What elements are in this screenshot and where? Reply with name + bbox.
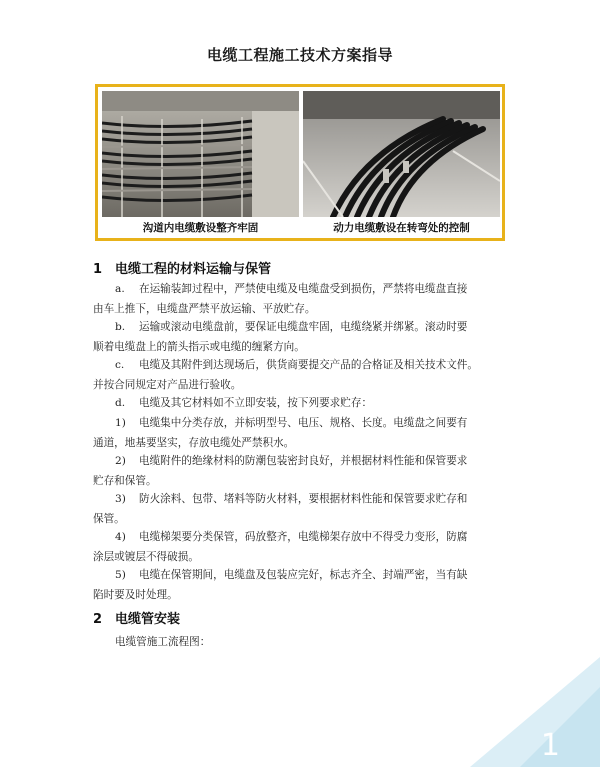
- page-title: 电缆工程施工技术方案指导: [206, 46, 393, 64]
- list-text: 电缆及其附件到达现场后，供货商要提交产品的合格证及相关技术文件。: [139, 359, 478, 371]
- corner-decoration-icon: [450, 657, 600, 767]
- photo-panel: [95, 84, 505, 241]
- section-1-title: 电缆工程的材料运输与保管: [115, 262, 272, 277]
- sub-text: 电缆在保管期间，电缆盘及包装应完好，标志齐全、封端严密，当有缺: [139, 569, 468, 581]
- sub-mark: 5): [115, 569, 126, 581]
- sub-mark: 2): [115, 455, 126, 467]
- section-1-heading: [93, 258, 271, 277]
- list-text-cont: 由车上推下，电缆盘严禁平放运输、平放贮存。: [93, 303, 316, 315]
- list-text: 运输或滚动电缆盘前，要保证电缆盘牢固，电缆绕紧并绑紧。滚动时要: [139, 321, 468, 333]
- sub-item-5: [93, 565, 523, 605]
- list-mark: a.: [115, 283, 125, 295]
- list-mark: c.: [115, 359, 125, 371]
- cable-bend-photo-icon: [303, 91, 500, 217]
- list-mark: d.: [115, 397, 126, 409]
- section-2-title: 电缆管安装: [115, 612, 181, 627]
- left-photo-caption: 沟道内电缆敷设整齐牢固: [142, 222, 259, 234]
- section-2-heading: [93, 608, 180, 627]
- sub-text: 电缆集中分类存放，并标明型号、电压、规格、长度。电缆盘之间要有: [139, 417, 468, 429]
- sub-mark: 1): [115, 417, 126, 429]
- cable-trench-photo-icon: [102, 91, 299, 217]
- right-photo-caption: 动力电缆敷设在转弯处的控制: [333, 222, 470, 234]
- list-text: 在运输装卸过程中，严禁使电缆及电缆盘受到损伤，严禁将电缆盘直接: [139, 283, 468, 295]
- sub-text-cont: 陷时要及时处理。: [93, 589, 178, 601]
- list-text-cont: 顺着电缆盘上的箭头指示或电缆的缠紧方向。: [93, 341, 305, 353]
- sub-mark: 3): [115, 493, 126, 505]
- list-mark: b.: [115, 321, 126, 333]
- list-text-cont: 并按合同规定对产品进行验收。: [93, 379, 242, 391]
- sub-mark: 4): [115, 531, 126, 543]
- section-2-intro-text: 电缆管施工流程图：: [115, 636, 211, 648]
- sub-item-1: [93, 413, 523, 453]
- section-1-number: 1: [93, 262, 103, 277]
- sub-text: 电缆附件的绝缘材料的防潮包装密封良好，并根据材料性能和保管要求: [139, 455, 468, 467]
- section-2-intro: [93, 632, 523, 652]
- list-item-a: [93, 279, 523, 319]
- list-item-d: [93, 393, 523, 413]
- sub-text-cont: 涂层或镀层不得破损。: [93, 551, 199, 563]
- sub-text-cont: 保管。: [93, 513, 125, 525]
- sub-item-4: [93, 527, 523, 567]
- sub-text: 防火涂料、包带、堵料等防火材料，要根据材料性能和保管要求贮存和: [139, 493, 468, 505]
- sub-text-cont: 贮存和保管。: [93, 475, 157, 487]
- page-number: 1: [540, 728, 560, 763]
- sub-item-3: [93, 489, 523, 529]
- section-2-number: 2: [93, 612, 103, 627]
- sub-item-2: [93, 451, 523, 491]
- list-item-b: [93, 317, 523, 357]
- list-item-c: [93, 355, 523, 395]
- sub-text: 电缆梯架要分类保管，码放整齐，电缆梯架存放中不得受力变形，防腐: [139, 531, 468, 543]
- sub-text-cont: 通道，地基要坚实，存放电缆处严禁积水。: [93, 437, 295, 449]
- list-text: 电缆及其它材料如不立即安装，按下列要求贮存：: [139, 397, 373, 409]
